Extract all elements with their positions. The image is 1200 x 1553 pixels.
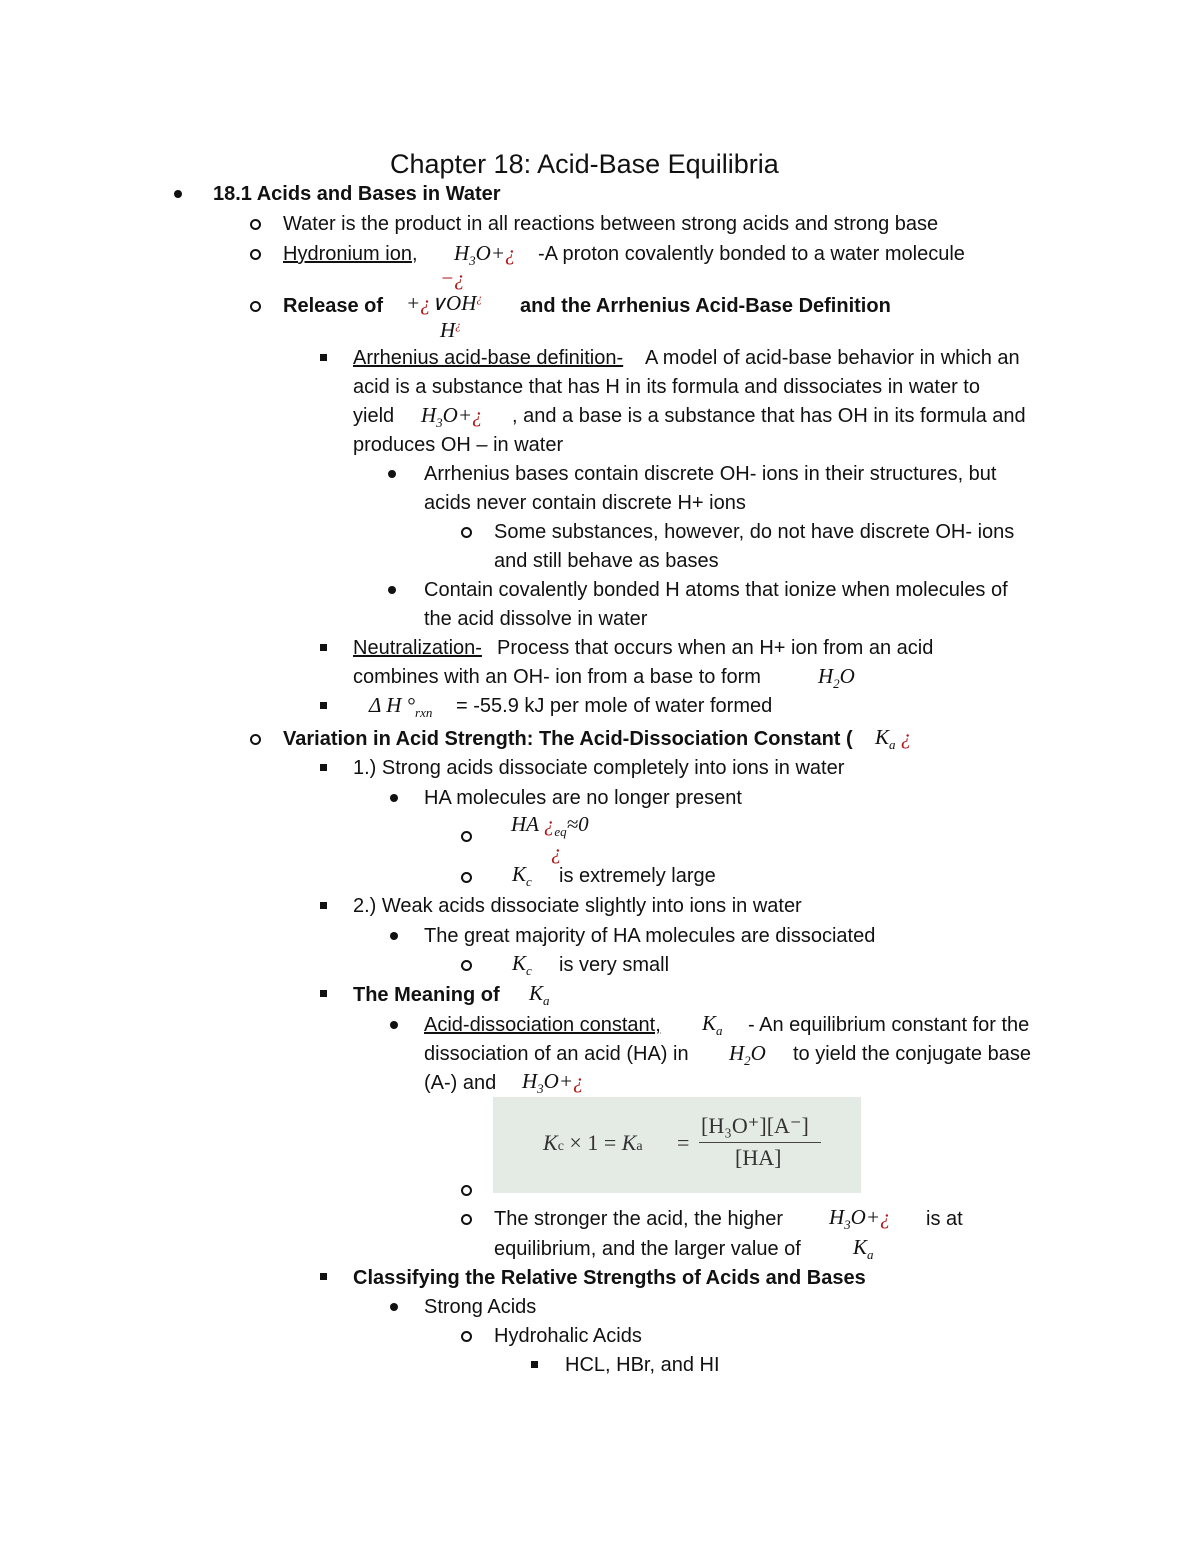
water-formula: $H_2O$ — [818, 664, 855, 691]
bullet-dot — [390, 1021, 398, 1029]
hydronium-formula: $H_3O+¿$ — [522, 1069, 584, 1096]
some-l1: Some substances, however, do not have discrete OH- ions — [494, 521, 1015, 543]
ka-formula: $K_a$ — [702, 1011, 723, 1038]
bullet-square — [320, 644, 327, 651]
variation-text: Variation in Acid Strength: The Acid-Dissociation Constant ( — [283, 728, 853, 750]
kc-large-text: is extremely large — [559, 865, 716, 887]
bullet-square — [320, 990, 327, 997]
hydronium-desc: -A proton covalently bonded to a water molecule — [538, 243, 965, 265]
acid-diss-l2b: to yield the conjugate base — [793, 1043, 1031, 1065]
bullet-dot — [388, 586, 396, 594]
arrhenius-l2: acid is a substance that has H in its formula and dissociates in water to — [353, 376, 980, 398]
bullet-square — [320, 702, 327, 709]
delta-h-value: = -55.9 kJ per mole of water formed — [456, 695, 773, 717]
bullet-circle — [250, 301, 261, 312]
hcl-item: HCL, HBr, and HI — [565, 1354, 720, 1376]
bullet-dot — [388, 470, 396, 478]
arrhenius-l3b: , and a base is a substance that has OH in its formula and — [512, 405, 1026, 427]
hydronium-label: Hydronium ion, — [283, 243, 418, 265]
hydronium-formula: $H_3O+¿$ — [829, 1205, 891, 1232]
hydrohalic-item: Hydrohalic Acids — [494, 1325, 642, 1347]
bullet-circle — [461, 1331, 472, 1342]
bullet-square — [320, 354, 327, 361]
arrhenius-l4: produces OH – in water — [353, 434, 564, 456]
bullet-dot — [390, 932, 398, 940]
neutralization-l1: Process that occurs when an H+ ion from an acid — [497, 637, 934, 659]
equation-numerator: [H₃O⁺][A⁻] — [701, 1113, 809, 1138]
bullet-circle — [461, 872, 472, 883]
ha-eq-formula: HA ¿$_{eq}\approx 0$ — [511, 812, 589, 839]
arrhenius-bases-l1: Arrhenius bases contain discrete OH- ions in their structures, but — [424, 463, 997, 485]
majority-text: The great majority of HA molecules are dissociated — [424, 925, 876, 947]
kc-formula: $K_c$ — [512, 862, 532, 889]
page-title: Chapter 18: Acid-Base Equilibria — [390, 149, 779, 179]
some-l2: and still behave as bases — [494, 550, 719, 572]
stronger-text-2: is at — [926, 1208, 963, 1230]
equation-denominator: [HA] — [735, 1145, 782, 1170]
bullet-circle — [250, 219, 261, 230]
neutralization-l2: combines with an OH- ion from a base to form — [353, 666, 761, 688]
delta-h-formula: Δ H $^\circ_{rxn}$ — [369, 693, 433, 720]
bullet-circle — [250, 249, 261, 260]
neutralization-term: Neutralization- — [353, 637, 482, 659]
covalent-l2: the acid dissolve in water — [424, 608, 648, 630]
classify-text: Classifying the Relative Strengths of Acids and Bases — [353, 1267, 866, 1289]
stronger-text: The stronger the acid, the higher — [494, 1208, 784, 1230]
arrhenius-formula: $H_3O+¿$ — [421, 403, 483, 430]
stronger-l2: equilibrium, and the larger value of — [494, 1238, 801, 1260]
equation-kc: Kc × 1 = Ka — [543, 1130, 643, 1155]
kc-formula: $K_c$ — [512, 951, 532, 978]
bullet-circle — [461, 1185, 472, 1196]
bullet-square — [320, 1273, 327, 1280]
arrhenius-bases-l2: acids never contain discrete H+ ions — [424, 492, 746, 514]
arrhenius-l1: A model of acid-base behavior in which an — [645, 347, 1020, 369]
acid-diss-l3: (A-) and — [424, 1072, 497, 1094]
arrhenius-term: Arrhenius acid-base definition- — [353, 347, 624, 369]
acid-diss-l2a: dissociation of an acid (HA) in — [424, 1043, 689, 1065]
bullet-dot — [390, 1303, 398, 1311]
bullet-circle — [461, 1214, 472, 1225]
equation-equals: = — [677, 1130, 690, 1155]
acid-diss-term: Acid-dissociation constant, — [424, 1014, 661, 1036]
ka-formula: $K_a$ ¿ — [875, 725, 912, 752]
ha-none-text: HA molecules are no longer present — [424, 787, 742, 809]
arrhenius-l3a: yield — [353, 405, 395, 427]
covalent-l1: Contain covalently bonded H atoms that ionize when molecules of — [424, 579, 1008, 601]
ka-formula: $K_a$ — [529, 981, 550, 1008]
ka-equation-image — [493, 1097, 861, 1193]
meaning-text: The Meaning of — [353, 984, 500, 1006]
ka-formula: $K_a$ — [853, 1235, 874, 1262]
hydronium-formula: $H_3O+¿$ — [454, 241, 516, 268]
acid-diss-l1: - An equilibrium constant for the — [748, 1014, 1030, 1036]
minus-inv-fragment: −¿ — [440, 266, 465, 290]
bullet-square — [320, 902, 327, 909]
strong-acids-item: Strong Acids — [424, 1296, 537, 1318]
release-formula: +¿∨OH¿ — [406, 291, 483, 315]
bullet-circle — [461, 831, 472, 842]
water-formula: $H_2O$ — [729, 1041, 766, 1068]
strong-acids-text: 1.) Strong acids dissociate completely into ions in water — [353, 757, 845, 779]
inv-fragment: ¿ — [551, 840, 562, 864]
water-text: Water is the product in all reactions between strong acids and strong base — [283, 213, 939, 235]
h-fragment: H¿ — [440, 318, 462, 342]
bullet-circle — [250, 734, 261, 745]
kc-small-text: is very small — [559, 954, 670, 976]
release-text: Release of — [283, 295, 384, 317]
bullet-dot — [174, 190, 182, 198]
weak-acids-text: 2.) Weak acids dissociate slightly into ions in water — [353, 895, 802, 917]
release-text-2: and the Arrhenius Acid-Base Definition — [520, 295, 891, 317]
bullet-dot — [390, 794, 398, 802]
section-heading: 18.1 Acids and Bases in Water — [213, 183, 501, 205]
bullet-circle — [461, 527, 472, 538]
bullet-circle — [461, 960, 472, 971]
bullet-square — [320, 764, 327, 771]
fraction-bar — [699, 1142, 821, 1143]
bullet-square — [531, 1361, 538, 1368]
